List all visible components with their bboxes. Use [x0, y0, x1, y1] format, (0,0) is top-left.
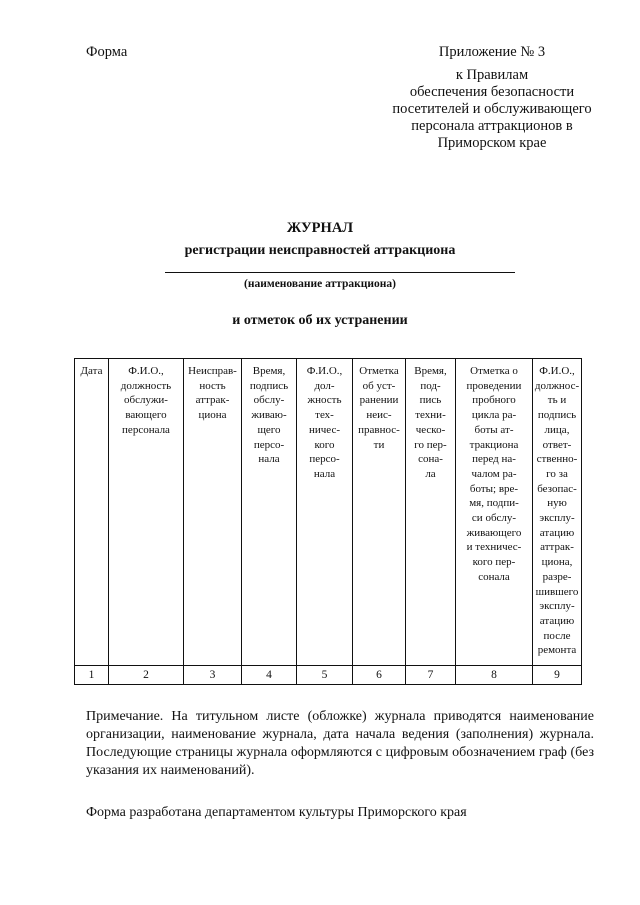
column-header-line: Время,: [252, 365, 286, 377]
column-header-line: персонала: [122, 423, 170, 436]
column-header-line: лица,: [544, 423, 570, 436]
column-number-cell: 2: [109, 666, 184, 685]
column-header-line: правнос-: [358, 423, 400, 436]
column-header-7: [406, 359, 456, 666]
column-header-line: боты; вре-: [469, 482, 519, 495]
column-header-line: эксплу-: [539, 512, 575, 525]
column-header-line: щего: [257, 423, 281, 436]
column-header-line: должнос-: [534, 379, 580, 392]
column-header-line: кого пер-: [472, 556, 516, 569]
column-header-line: Дата: [80, 365, 103, 377]
column-header-9: [533, 359, 582, 666]
column-number-cell: 5: [297, 666, 353, 685]
column-header-line: чалом ра-: [471, 467, 517, 480]
column-header-line: атацию: [539, 614, 575, 627]
column-header-line: пись: [419, 394, 442, 407]
column-header-line: ничес-: [308, 423, 340, 436]
column-header-4: [242, 359, 297, 666]
column-header-line: проведении: [466, 379, 522, 392]
column-number-cell: 8: [456, 666, 533, 685]
note-paragraph: Примечание. На титульном листе (обложке) журнала приводятся наименование организации, наименование журнала, дата начала ведения (заполнения) журнала. Последующие страницы журнала оформляются с цифровым обозначением граф (без указания их наименований).: [86, 709, 594, 778]
column-header-line: разре-: [542, 570, 572, 583]
column-header-line: персо-: [309, 453, 340, 466]
column-header-line: перед на-: [472, 453, 516, 466]
column-header-line: мя, подпи-: [469, 497, 519, 510]
column-header-line: го пер-: [414, 438, 447, 451]
column-header-line: должность: [120, 379, 172, 392]
column-header-line: ную: [547, 497, 567, 510]
column-header-8: [456, 359, 533, 666]
column-header-line: после: [543, 629, 571, 642]
column-header-line: техни-: [415, 409, 446, 422]
column-header-line: Время,: [414, 365, 447, 377]
column-header-line: об уст-: [362, 379, 396, 392]
column-header-5: [297, 359, 353, 666]
column-header-1: [75, 359, 109, 666]
column-header-line: подпись: [537, 409, 577, 422]
table-header-row: [75, 359, 582, 666]
appendix-line: посетителей и обслуживающего: [392, 101, 592, 117]
column-header-line: вающего: [125, 409, 167, 422]
column-header-line: ность: [199, 379, 226, 392]
journal-table: [74, 358, 582, 685]
column-header-line: пробного: [472, 394, 516, 407]
appendix-block: [392, 44, 592, 152]
column-header-line: Ф.И.О.,: [128, 365, 164, 377]
column-header-line: ла: [425, 467, 436, 480]
column-number-cell: 7: [406, 666, 456, 685]
column-header-line: эксплу-: [539, 600, 575, 613]
column-header-line: тех-: [315, 409, 334, 422]
column-header-6: [353, 359, 406, 666]
column-header-line: Отметка о: [470, 365, 518, 377]
column-header-line: живающего: [466, 526, 522, 539]
column-header-line: Ф.И.О.,: [539, 365, 575, 377]
form-label: Форма: [86, 44, 128, 60]
column-header-line: шившего: [535, 585, 579, 598]
appendix-title: Приложение № 3: [438, 44, 546, 60]
column-header-line: ремонта: [537, 644, 577, 657]
column-header-line: си обслу-: [471, 512, 517, 525]
column-header-line: тракциона: [469, 438, 519, 451]
column-header-line: циона: [198, 409, 227, 422]
column-header-line: ти: [373, 438, 385, 451]
column-number-cell: 6: [353, 666, 406, 685]
column-header-line: циона,: [541, 556, 573, 569]
journal-subtitle-2: и отметок об их устранении: [232, 313, 408, 328]
column-header-line: ть и: [547, 394, 567, 407]
appendix-line: к Правилам: [455, 67, 529, 83]
column-header-line: и техничес-: [466, 541, 522, 554]
column-header-line: ранении: [359, 394, 399, 407]
column-header-line: подпись: [249, 379, 289, 392]
column-header-line: Неисправ-: [188, 365, 237, 377]
journal-subtitle: регистрации неисправностей аттракциона: [184, 243, 456, 258]
column-header-2: [109, 359, 184, 666]
column-header-line: аттрак-: [195, 394, 230, 407]
appendix-line: обеспечения безопасности: [409, 84, 575, 100]
appendix-line: Приморском крае: [437, 135, 547, 151]
column-number-cell: 3: [184, 666, 242, 685]
attraction-name-line: [165, 272, 515, 273]
column-header-line: персо-: [253, 438, 285, 451]
column-header-line: ответ-: [542, 438, 572, 451]
column-header-line: цикла ра-: [471, 409, 517, 422]
column-header-line: нала: [313, 467, 336, 480]
column-header-line: боты ат-: [474, 423, 514, 436]
column-header-line: ческо-: [415, 423, 446, 436]
column-header-line: жность: [307, 394, 342, 407]
appendix-line: персонала аттракционов в: [411, 118, 573, 134]
column-header-line: сонала: [478, 570, 510, 583]
column-header-line: безопас-: [537, 482, 577, 495]
column-header-line: живаю-: [251, 409, 287, 422]
column-header-line: Отметка: [359, 365, 399, 377]
column-header-line: нала: [258, 453, 280, 466]
column-header-line: Ф.И.О.,: [306, 365, 343, 377]
footer-text: Форма разработана департаментом культуры Приморского края: [86, 805, 467, 820]
column-header-line: го за: [546, 467, 568, 480]
journal-title: ЖУРНАЛ: [286, 220, 354, 236]
column-header-line: под-: [420, 379, 441, 392]
column-header-line: кого: [314, 438, 335, 451]
column-header-line: обслу-: [253, 394, 285, 407]
column-number-cell: 9: [533, 666, 582, 685]
column-number-cell: 1: [75, 666, 109, 685]
column-header-line: сона-: [418, 453, 443, 466]
column-header-line: неис-: [366, 409, 392, 422]
column-header-3: [184, 359, 242, 666]
column-header-line: обслужи-: [124, 394, 168, 407]
column-header-line: аттрак-: [540, 541, 574, 554]
column-number-row: [75, 666, 582, 685]
attraction-name-caption: (наименование аттракциона): [244, 278, 396, 290]
column-header-line: ственно-: [536, 453, 578, 466]
column-number-cell: 4: [242, 666, 297, 685]
column-header-line: дол-: [314, 379, 335, 392]
column-header-line: атацию: [539, 526, 575, 539]
